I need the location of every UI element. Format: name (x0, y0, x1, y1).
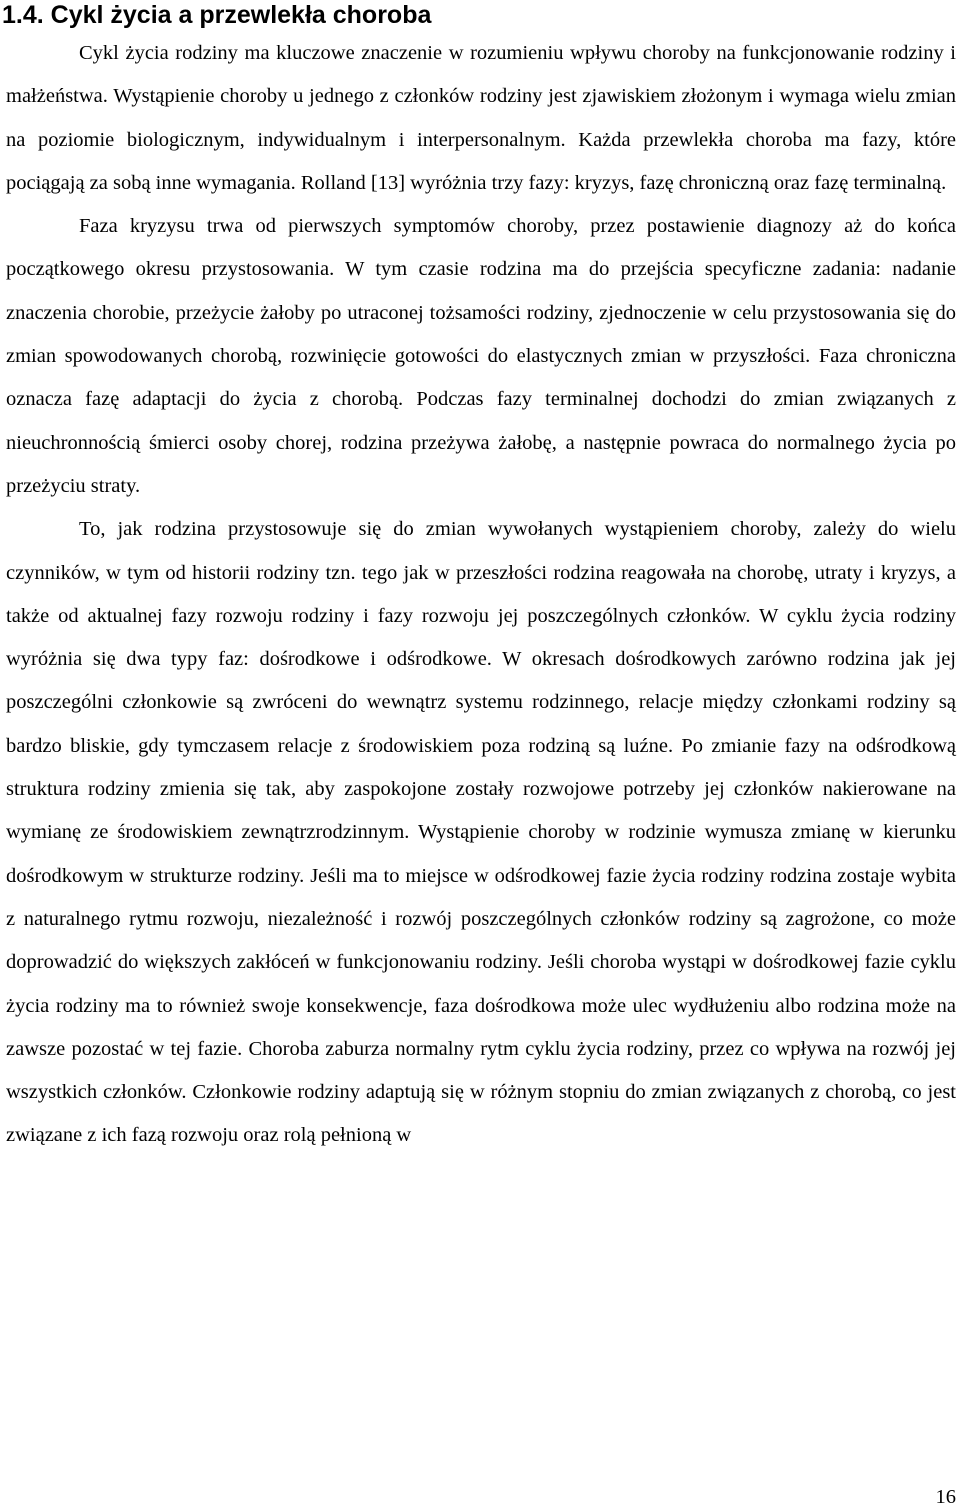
paragraph-life-cycle-intro: Cykl życia rodziny ma kluczowe znaczenie w rozumieniu wpływu choroby na funkcjonowanie rodziny i małżeństwa. Wystąpienie choroby u jednego z członków rodziny jest zjawiskiem złożonym i wymaga wielu zmian na poziomie biologicznym, indywidualnym i interpersonalnym. Każda przewlekła choroba ma fazy, które pociągają za sobą inne wymagania. Rolland [13] wyróżnia trzy fazy: kryzys, fazę chroniczną oraz fazę terminalną. (6, 42, 956, 194)
section-heading: 1.4. Cykl życia a przewlekła choroba (2, 1, 432, 29)
body-text (6, 32, 956, 1158)
paragraph-crisis-phase: Faza kryzysu trwa od pierwszych symptomów choroby, przez postawienie diagnozy aż do końca początkowego okresu przystosowania. W tym czasie rodzina ma do przejścia specyficzne zadania: nadanie znaczenia chorobie, przeżycie żałoby po utraconej tożsamości rodziny, zjednoczenie w celu przystosowania się do zmian spowodowanych chorobą, rozwinięcie gotowości do elastycznych zmian w przyszłości. Faza chroniczna oznacza fazę adaptacji do życia z chorobą. Podczas fazy terminalnej dochodzi do zmian związanych z nieuchronnością śmierci osoby chorej, rodzina przeżywa żałobę, a następnie powraca do normalnego życia po przeżyciu straty. (6, 215, 956, 497)
paragraph-family-adaptation: To, jak rodzina przystosowuje się do zmian wywołanych wystąpieniem choroby, zależy do wielu czynników, w tym od historii rodziny tzn. tego jak w przeszłości rodzina reagowała na chorobę, utraty i kryzys, a także od aktualnej fazy rozwoju rodziny i fazy rozwoju jej poszczególnych członków. W cyklu życia rodziny wyróżnia się dwa typy faz: dośrodkowe i odśrodkowe. W okresach dośrodkowych zarówno rodzina jak jej poszczególni członkowie są zwróceni do wewnątrz systemu rodzinnego, relacje między członkami rodziny są bardzo bliskie, gdy tymczasem relacje z środowiskiem poza rodziną są luźne. Po zmianie fazy na odśrodkową struktura rodziny zmienia się tak, aby zaspokojone zostały rozwojowe potrzeby jej członków nakierowane na wymianę ze środowiskiem zewnątrzrodzinnym. Wystąpienie choroby w rodzinie wymusza zmianę w kierunku dośrodkowym w strukturze rodziny. Jeśli ma to miejsce w odśrodkowej fazie życia rodziny rodzina zostaje wybita z naturalnego rytmu rozwoju, niezależność i rozwój poszczególnych członków rodziny są zagrożone, co może doprowadzić do większych zakłóceń w funkcjonowaniu rodziny. Jeśli choroba wystąpi w dośrodkowej fazie cyklu życia rodziny ma to również swoje konsekwencje, faza dośrodkowa może ulec wydłużeniu albo rodzina może na zawsze pozostać w tej fazie. Choroba zaburza normalny rytm cyklu życia rodziny, przez co wpływa na rozwój jej wszystkich członków. Członkowie rodziny adaptują się w różnym stopniu do zmian związanych z chorobą, co jest związane z ich fazą rozwoju oraz rolą pełnioną w (6, 518, 956, 1147)
page-number: 16 (935, 1486, 956, 1508)
